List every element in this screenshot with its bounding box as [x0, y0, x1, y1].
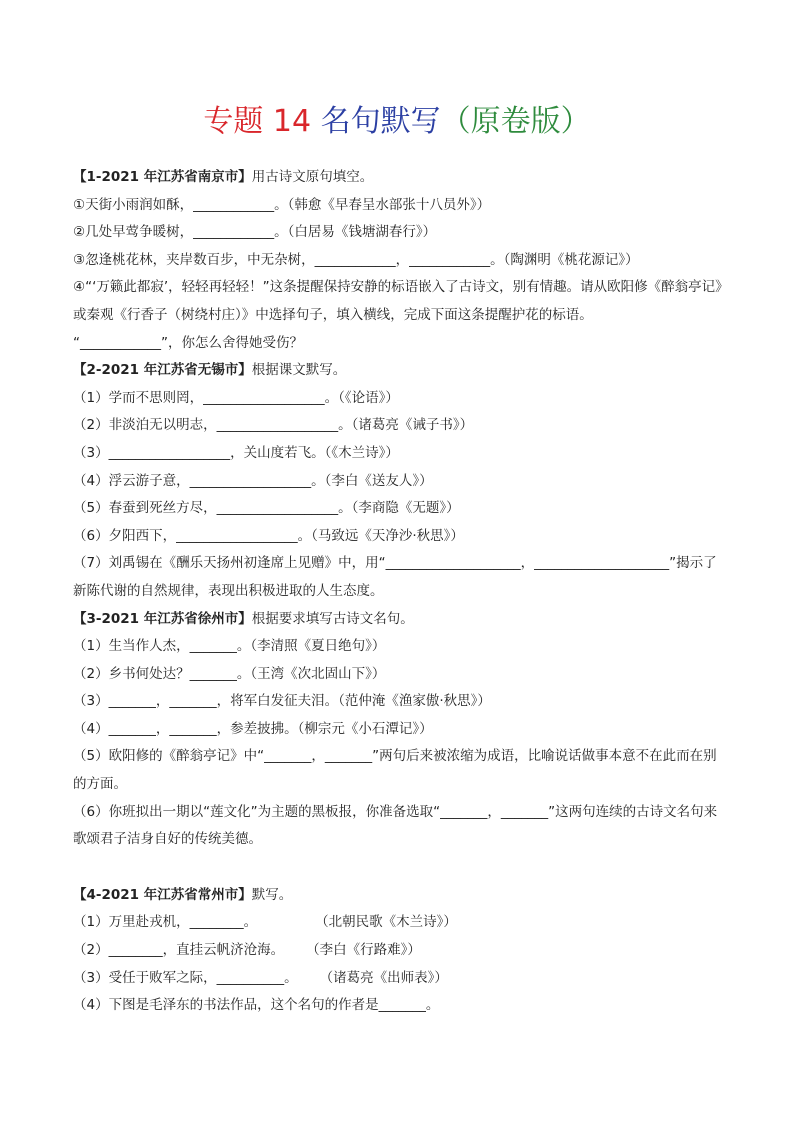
- question-line: （2）非淡泊无以明志，__________________。（诸葛亮《诫子书》）: [73, 417, 474, 434]
- question-line: （5）欧阳修的《醉翁亭记》中“_______，_______”两句后来被浓缩为成语，比喻说话做事本意不在此而在别的方面。: [73, 748, 717, 793]
- question-line: [73, 965, 723, 993]
- question-line: ①天街小雨润如酥，____________。（韩愈《早春呈水部张十八员外》）: [73, 196, 491, 213]
- question-text: （2）________，直挂云帆济沧海。: [73, 942, 285, 959]
- title-edition: （原卷版）: [440, 104, 591, 139]
- question-line: （4）_______，_______，参差披拂。（柳宗元《小石潭记》）: [73, 720, 433, 737]
- section-instruction: 默写。: [251, 886, 293, 903]
- question-line: “____________”，你怎么舍得她受伤？: [73, 334, 303, 351]
- section-source: 【1-2021 年江苏省南京市】: [73, 169, 252, 185]
- question-line: （6）夕阳西下，__________________。（马致远《天净沙·秋思》）: [73, 527, 464, 544]
- question-section-1: [73, 164, 723, 357]
- question-source: （北朝民歌《木兰诗》）: [315, 914, 457, 931]
- question-line: ③忽逢桃花林，夹岸数百步，中无杂树，____________，____________。（陶渊明《桃花源记》）: [73, 251, 639, 268]
- section-heading: [73, 357, 723, 385]
- section-heading: [73, 606, 723, 634]
- question-text: （3）受任于败军之际，__________。: [73, 969, 298, 986]
- section-source: 【3-2021 年江苏省徐州市】: [73, 610, 252, 627]
- section-instruction: 根据课文默写。: [251, 362, 347, 379]
- section-source: 【2-2021 年江苏省无锡市】: [73, 362, 252, 379]
- question-line: （3）_______，_______，将军白发征夫泪。（范仲淹《渔家傲·秋思》）: [73, 693, 491, 710]
- question-line: （5）春蚕到死丝方尽，__________________。（李商隐《无题》）: [73, 500, 460, 517]
- question-source: （李白《行路难》）: [306, 942, 421, 959]
- question-section-3: [73, 606, 723, 854]
- question-line: [73, 909, 723, 937]
- section-instruction: 根据要求填写古诗文名句。: [251, 610, 414, 627]
- question-line: （6）你班拟出一期以“莲文化”为主题的黑板报，你准备选取“_______，_______”这两句连续的古诗文名句来歌颂君子洁身自好的传统美德。: [73, 803, 718, 848]
- title-topic-name: 名句默写: [320, 104, 441, 139]
- question-line: （1）学而不思则罔，__________________。（《论语》）: [73, 389, 399, 406]
- section-spacer: [73, 854, 723, 882]
- section-instruction: 用古诗文原句填空。: [251, 169, 374, 185]
- question-section-2: [73, 357, 723, 605]
- section-source: 【4-2021 年江苏省常州市】: [73, 886, 252, 903]
- question-line: （4）下图是毛泽东的书法作品，这个名句的作者是_______。: [73, 997, 440, 1014]
- question-line: [73, 937, 723, 965]
- title-topic-number: 专题 14: [203, 104, 312, 139]
- question-line: （4）浮云游子意，__________________。（李白《送友人》）: [73, 472, 433, 489]
- section-heading: [73, 882, 723, 910]
- question-text: （1）万里赴戎机，________。: [73, 914, 258, 931]
- question-line: （2）乡书何处达？_______。（王湾《次北固山下》）: [73, 665, 386, 682]
- question-line: （7）刘禹锡在《酬乐天扬州初逢席上见赠》中，用“____________________，____________________”揭示了新陈代谢的自然规律，表现出积极进取的人生态度。: [73, 555, 717, 599]
- question-source: （诸葛亮《出师表》）: [319, 969, 448, 986]
- document-body: [73, 164, 723, 1020]
- question-line: ②几处早莺争暖树，____________。（白居易《钱塘湖春行》）: [73, 224, 437, 241]
- question-line: （1）生当作人杰，_______。（李清照《夏日绝句》）: [73, 638, 386, 655]
- question-line: ④“‘万籁此都寂’，轻轻再轻轻！”这条提醒保持安静的标语嵌入了古诗文，别有情趣。请从欧阳修《醉翁亭记》或秦观《行香子（树绕村庄）》中选择句子，填入横线，完成下面这条提醒护花的标语。: [73, 279, 722, 323]
- section-heading: [73, 164, 723, 192]
- question-section-4: [73, 882, 723, 1020]
- question-line: （3）__________________，关山度若飞。（《木兰诗》）: [73, 444, 399, 461]
- page-title: [0, 100, 794, 144]
